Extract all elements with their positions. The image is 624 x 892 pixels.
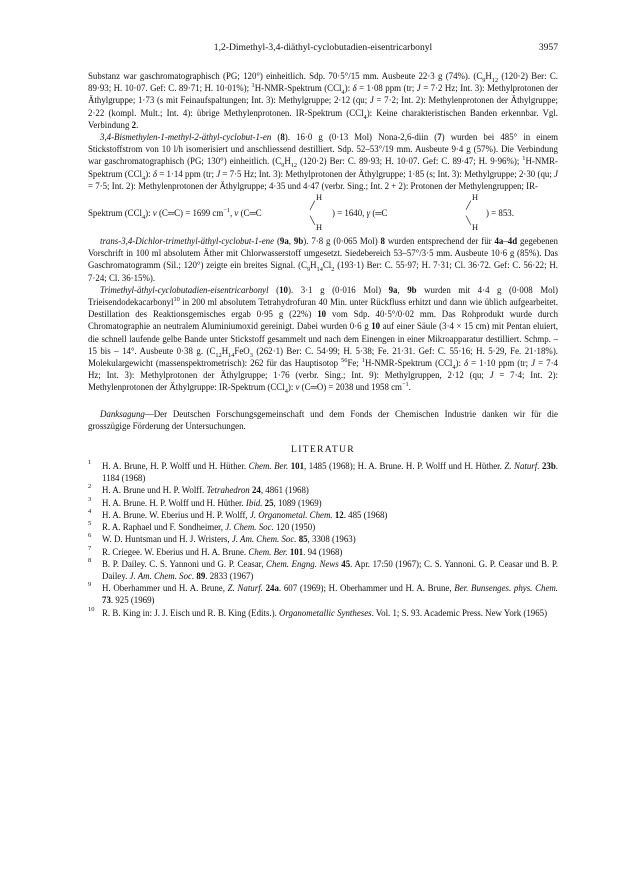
running-title: 1,2-Dimethyl-3,4-diäthyl-cyclobutadien-eisentricarbonyl [213, 42, 433, 53]
reference-list [88, 460, 558, 619]
reference-text: H. A. Brune. H. P. Wolff und H. Hüther. Ibid. 25, 1089 (1969) [102, 497, 322, 508]
reference-text: H. Oberhammer und H. A. Brune, Z. Naturf. 24a. 607 (1969); H. Oberhammer und H. A. Brune, Ber. Bunsenges. phys. Chem. 73. 925 (1969) [102, 583, 559, 606]
reference-number: 5 [88, 520, 92, 528]
ir-spectrum-part3: ) = 853. [486, 208, 514, 219]
ir-structure-h-top-1: H [316, 193, 323, 203]
reference-number: 2 [88, 483, 92, 491]
running-head [88, 42, 558, 56]
reference-text: H. A. Brune und H. P. Wolff. Tetrahedron 24, 4861 (1968) [102, 485, 309, 496]
reference-number: 6 [88, 532, 92, 540]
reference-text: R. A. Raphael und F. Sondheimer, J. Chem. Soc. 120 (1950) [102, 522, 316, 533]
reference-item [88, 558, 558, 582]
reference-item [88, 607, 558, 619]
paragraph-compound-9: trans-3,4-Dichlor-trimethyl-äthyl-cyclobut-1-ene (9a, 9b). 7·8 g (0·065 Mol) 8 wurden entsprechend der für 4a–4d gegebenen Vorschrift in 100 ml absolutem Äther mit Chlorwasserstoff umgesetzt. Siedebereich 53–57°/3·5 mm. Ausbeute 10·6 g (85%). Das Gaschromatogramm (Sil.; 120°) zeigte ein breites Signal. ($C_9H_{14}Cl_2$ (193·1) Ber: C. 55·97; H. 7·31; Cl. 36·72. Gef: C. 56·22; H. 7·24; Cl. 36·15%). [88, 236, 558, 283]
ir-structure-h-bottom-2: H [472, 223, 479, 233]
ir-spectrum-part2: ) = 1640, γ (═C [332, 208, 388, 219]
reference-item [88, 546, 558, 558]
ir-structure-bond-top-2: ╱ [466, 201, 471, 211]
reference-number: 3 [88, 495, 92, 503]
ir-structure-bond-bottom-2: ╲ [466, 216, 471, 226]
reference-number: 9 [88, 581, 92, 589]
reference-number: 1 [88, 459, 92, 467]
reference-text: H. A. Brune. W. Eberius und H. P. Wolff, J. Organometal. Chem. 12. 485 (1968) [102, 509, 388, 520]
journal-page [88, 42, 558, 619]
reference-item [88, 533, 558, 545]
reference-text: B. P. Dailey. C. S. Yannoni und G. P. Ceasar, Chem. Engng. News 45. Apr. 17:50 (1967); C. S. Yannoni. G. P. Ceasar und B. P. Dailey. J. Am. Chem. Soc. 89. 2833 (1967) [102, 558, 558, 581]
page-number: 3957 [538, 42, 558, 53]
reference-item [88, 521, 558, 533]
reference-text: R. B. King in: J. J. Eisch und R. B. King (Edits.). Organometallic Syntheses. Vol. 1; S. 93. Academic Press. New York (1965) [102, 607, 548, 618]
ir-spectrum-line [88, 193, 558, 233]
ir-structure-bond-top-1: ╱ [310, 201, 315, 211]
acknowledgement: Danksagung—Der Deutschen Forschungsgemeinschaft und dem Fonds der Chemischen Industrie danken wir für die grosszügige Förderung der Untersuchungen. [88, 408, 558, 431]
reference-number: 10 [88, 605, 95, 613]
reference-number: 8 [88, 556, 92, 564]
reference-text: R. Criegee. W. Eberius und H. A. Brune. Chem. Ber. 101. 94 (1968) [102, 546, 343, 557]
literature-heading: LITERATUR [291, 444, 355, 456]
ir-spectrum-part1: Spektrum (CCl$_4$): ν (C═C) = 1699 $cm^{-1}$, ν (C═C [88, 207, 262, 221]
reference-number: 7 [88, 544, 92, 552]
reference-item [88, 460, 558, 484]
reference-text: W. D. Huntsman und H. J. Wristers, J. Am. Chem. Soc. 85, 3308 (1963) [102, 534, 356, 545]
ir-structure-bond-bottom-1: ╲ [310, 216, 315, 226]
reference-item [88, 484, 558, 496]
paragraph-compound-2-data: Substanz war gaschromatographisch (PG; 120°) einheitlich. Sdp. 70·5°/15 mm. Ausbeute 22·3 g (74%). ($C_9H_{12}$ (120·2) Ber: C. 89·93; H. 10·07. Gef: C. 89·71; H. 10·01%); $^1$H-NMR-Spektrum (CCl$_4$): δ = 1·08 ppm (tr; J = 7·2 Hz; Int. 3): Methylprotonen der Äthylgruppe; 1·73 (s mit Feinaufspaltungen; Int. 3): Methylgruppe; 2·12 (qu; J = 7·2; Int. 2): Methylenprotonen der Äthylgruppe; 2·22 (kompl. Mult.; Int. 4): übrige Methylenprotonen. IR-Spektrum (CCl$_4$): Keine charakteristischen Banden erkennbar. Vgl. Verbindung 2. [88, 71, 558, 130]
reference-item [88, 582, 558, 606]
ir-structure-h-top-2: H [472, 193, 479, 203]
reference-item [88, 497, 558, 509]
paragraph-compound-10: Trimethyl-äthyl-cyclobutadien-eisentricarbonyl (10). 3·1 g (0·016 Mol) 9a, 9b wurden mit 4·4 g (0·008 Mol) Trieisendodekacarbonyl$^{10}$ in 200 ml absolutem Tetrahydrofuran 40 Min. unter Rückfluss erhitzt und dann wie üblich aufgearbeitet. Destillation des Reaktionsgemisches ergab 0·95 g (22%) 10 vom Sdp. 40·5°/0·02 mm. Das Rohprodukt wurde durch Chromatographie an neutralem Aluminiumoxid gereinigt. Dabei wurden 0·6 g 10 auf einer Säule (3·4 × 15 cm) mit Pentan eluiert, die schnell laufende gelbe Bande unter Stickstoff gesammelt und nach dem Einengen in einer Mikroapparatur destilliert. Schmp. – 15 bis – 14°. Ausbeute 0·38 g. ($C_{12}H_{14}FeO_3$ (262·1) Ber: C. 54·99; H. 5·38; Fe. 21·31. Gef: C. 55·16; H. 5·29, Fe. 21·18%). Molekulargewicht (massenspektrometrisch): 262 für das Hauptisotop $^{56}$Fe; $^1$H-NMR-Spektrum (CCl$_4$): δ = 1·10 ppm (tr; J = 7·4 Hz; Int. 3): Methylprotonen der Äthylgruppe; 1·76 (verbr. Sing.; Int. 9): Methylgruppen, 2·12 (qu; J = 7·4; Int. 2): Methylenprotonen der Äthylgruppe: IR-Spektrum (CCl$_4$): ν (C═O) = 2038 und 1958 $cm^{-1}$. [88, 284, 559, 396]
ir-structure-h-bottom-1: H [316, 223, 323, 233]
reference-item [88, 509, 558, 521]
reference-number: 4 [88, 507, 92, 515]
reference-text: H. A. Brune, H. P. Wolff und H. Hüther. Chem. Ber. 101, 1485 (1968); H. A. Brune. H. P. Wolff und H. Hüther. Z. Naturf. 23b. 1184 (1968) [102, 461, 558, 484]
paragraph-compound-8: 3,4-Bismethylen-1-methyl-2-äthyl-cyclobut-1-en (8). 16·0 g (0·13 Mol) Nona-2,6-diin (7) wurden bei 485° in einem Stickstoffstrom von 10 l/h isomerisiert und anschliessend destilliert. Sdp. 52–53°/19 mm. Ausbeute 9·4 g (57%). Die Verbindung war gaschromatographisch (PG; 130°) einheitlich. ($C_9H_{12}$ (120·2) Ber: C. 89·93; H. 10·07. Gef: C. 89·47; H. 9·96%); $^1$H-NMR-Spektrum (CCl$_4$): δ = 1·14 ppm (tr; J = 7·5 Hz; Int. 3): Methylprotonen der Äthylgruppe; 1·85 (s; Int. 3): Methylgruppe; 2·30 (qu; J = 7·5; Int. 2): Methylenprotonen der Äthylgruppe; 4·35 und 4·47 (verbr. Sing.; Int. 2 + 2): Protonen der Methylengruppen; IR- [88, 132, 558, 191]
